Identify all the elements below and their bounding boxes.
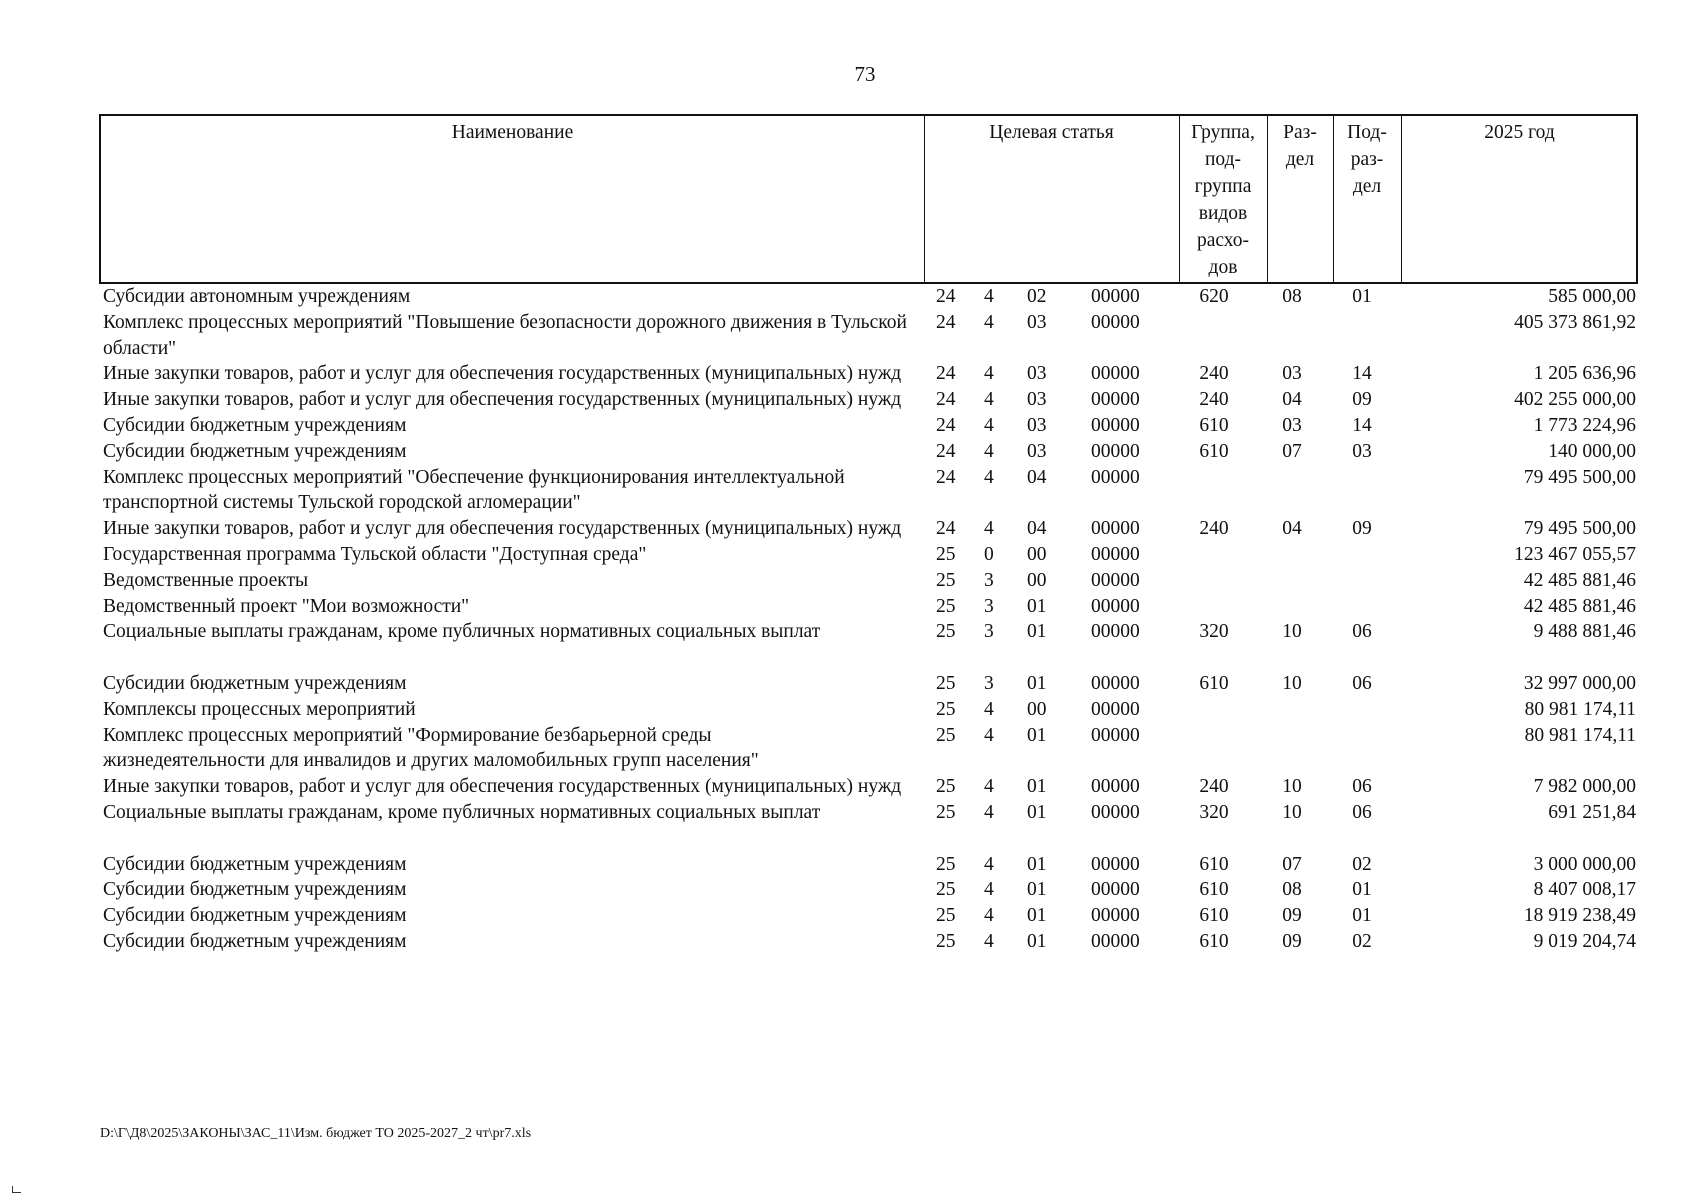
amount-2025: 1 773 224,96 <box>1533 414 1636 436</box>
row-name: Субсидии автономным учреждениям <box>103 286 411 307</box>
target-article-type: 4 <box>984 698 994 720</box>
header-subsection-line: Под- <box>1347 122 1387 143</box>
table-body <box>0 284 1698 955</box>
table-row <box>0 465 1698 517</box>
table-row: Субсидии бюджетным учреждениям 25 4 01 00000 610 09 01 18 919 238,49 <box>0 903 1698 929</box>
target-article-program: 25 <box>936 698 956 720</box>
target-article-structure: 01 <box>1027 595 1047 617</box>
table-header <box>99 114 1638 284</box>
amount-2025: 79 495 500,00 <box>1523 466 1636 488</box>
target-article-program: 24 <box>936 286 956 307</box>
row-name: Государственная программа Тульской области "Доступная среда" <box>103 543 647 565</box>
target-article-direction: 00000 <box>1091 672 1140 694</box>
row-name: Субсидии бюджетным учреждениям <box>103 930 407 952</box>
amount-2025: 79 495 500,00 <box>1523 518 1636 540</box>
target-article-type: 4 <box>984 389 994 411</box>
target-article-type: 4 <box>984 776 994 798</box>
table-row: Иные закупки товаров, работ и услуг для обеспечения государственных (муниципальных) нужд 25 4 01 00000 240 10 06 7 982 000,00 <box>0 774 1698 800</box>
target-article-direction: 00000 <box>1091 363 1140 385</box>
target-article-structure: 03 <box>1027 311 1047 333</box>
target-article-type: 4 <box>984 311 994 333</box>
target-article-structure: 01 <box>1027 724 1047 746</box>
row-name: Субсидии бюджетным учреждениям <box>103 414 407 436</box>
header-subsection-line: раз- <box>1350 149 1384 170</box>
target-article-direction: 00000 <box>1091 724 1140 746</box>
row-name: Социальные выплаты гражданам, кроме публичных нормативных социальных выплат <box>103 801 821 823</box>
row-name: Иные закупки товаров, работ и услуг для обеспечения государственных (муниципальных) нужд <box>103 363 902 385</box>
header-group-line: расхо- <box>1196 230 1250 251</box>
target-article-program: 24 <box>936 518 956 540</box>
header-section-line: Раз- <box>1283 122 1317 143</box>
target-article-type: 4 <box>984 440 994 462</box>
target-article-type: 3 <box>984 569 994 591</box>
amount-2025: 123 467 055,57 <box>1514 543 1636 565</box>
target-article-program: 25 <box>936 621 956 643</box>
row-name: Комплексы процессных мероприятий <box>103 698 416 720</box>
target-article-type: 4 <box>984 724 994 746</box>
row-name: Иные закупки товаров, работ и услуг для обеспечения государственных (муниципальных) нужд <box>103 776 902 798</box>
amount-2025: 18 919 238,49 <box>1523 905 1636 927</box>
target-article-type: 4 <box>984 286 994 307</box>
row-name: Ведомственный проект "Мои возможности" <box>103 595 470 617</box>
row-name: Субсидии бюджетным учреждениям <box>103 440 407 462</box>
target-article-type: 4 <box>984 518 994 540</box>
header-group-line: видов <box>1198 203 1248 224</box>
header-subsection <box>1333 116 1401 282</box>
row-name: Субсидии бюджетным учреждениям <box>103 879 407 901</box>
target-article-type: 4 <box>984 930 994 952</box>
target-article-program: 25 <box>936 776 956 798</box>
target-article-structure: 00 <box>1027 698 1047 720</box>
amount-2025: 585 000,00 <box>1548 286 1636 307</box>
target-article-program: 25 <box>936 543 956 565</box>
target-article-type: 4 <box>984 905 994 927</box>
target-article-structure: 03 <box>1027 389 1047 411</box>
target-article-type: 4 <box>984 801 994 823</box>
target-article-type: 4 <box>984 363 994 385</box>
target-article-structure: 03 <box>1027 440 1047 462</box>
target-article-structure: 00 <box>1027 543 1047 565</box>
target-article-program: 24 <box>936 363 956 385</box>
target-article-type: 4 <box>984 466 994 488</box>
target-article-direction: 00000 <box>1091 698 1140 720</box>
amount-2025: 9 019 204,74 <box>1533 930 1636 952</box>
target-article-program: 25 <box>936 879 956 901</box>
target-article-direction: 00000 <box>1091 621 1140 643</box>
amount-2025: 80 981 174,11 <box>1524 698 1636 720</box>
target-article-program: 25 <box>936 672 956 694</box>
header-name: Наименование <box>451 122 574 143</box>
row-name: Комплекс процессных мероприятий "Формирование безбарьерной среды жизнедеятельности для инвалидов и других маломобильных групп населения" <box>103 724 759 772</box>
target-article-type: 4 <box>984 853 994 875</box>
corner-mark <box>12 1186 21 1193</box>
target-article-direction: 00000 <box>1091 286 1140 307</box>
header-group-line: группа <box>1194 176 1252 197</box>
row-name: Комплекс процессных мероприятий "Обеспечение функционирования интеллектуальной транспортной системы Тульской городской агломерации" <box>103 466 845 514</box>
target-article-direction: 00000 <box>1091 543 1140 565</box>
header-year: 2025 год <box>1484 122 1555 143</box>
target-article-direction: 00000 <box>1091 311 1140 333</box>
row-name: Иные закупки товаров, работ и услуг для обеспечения государственных (муниципальных) нужд <box>103 518 902 540</box>
target-article-program: 24 <box>936 414 956 436</box>
target-article-program: 25 <box>936 801 956 823</box>
table-row <box>0 697 1698 723</box>
amount-2025: 42 485 881,46 <box>1523 595 1636 617</box>
amount-2025: 405 373 861,92 <box>1514 311 1636 333</box>
table-row: Субсидии бюджетным учреждениям 24 4 03 00000 610 07 03 140 000,00 <box>0 439 1698 465</box>
target-article-type: 3 <box>984 595 994 617</box>
target-article-structure: 00 <box>1027 569 1047 591</box>
target-article-program: 24 <box>936 466 956 488</box>
target-article-type: 3 <box>984 672 994 694</box>
header-group-line: под- <box>1204 149 1242 170</box>
footer-file-path: D:\Г\Д8\2025\ЗАКОНЫ\ЗАС_11\Изм. бюджет ТО 2025-2027_2 чт\pr7.xls <box>100 1126 532 1141</box>
target-article-program: 24 <box>936 311 956 333</box>
target-article-program: 25 <box>936 930 956 952</box>
amount-2025: 3 000 000,00 <box>1533 853 1636 875</box>
target-article-program: 24 <box>936 440 956 462</box>
table-row: Субсидии бюджетным учреждениям 24 4 03 00000 610 03 14 1 773 224,96 <box>0 413 1698 439</box>
row-name: Иные закупки товаров, работ и услуг для обеспечения государственных (муниципальных) нужд <box>103 389 902 411</box>
table-row <box>0 723 1698 775</box>
target-article-structure: 03 <box>1027 414 1047 436</box>
target-article-direction: 00000 <box>1091 930 1140 952</box>
table-row <box>0 594 1698 620</box>
row-name: Субсидии бюджетным учреждениям <box>103 853 407 875</box>
table-row: Субсидии бюджетным учреждениям 25 4 01 00000 610 09 02 9 019 204,74 <box>0 929 1698 955</box>
target-article-direction: 00000 <box>1091 414 1140 436</box>
table-row: Субсидии бюджетным учреждениям 25 3 01 00000 610 10 06 32 997 000,00 <box>0 671 1698 697</box>
amount-2025: 9 488 881,46 <box>1533 621 1636 643</box>
target-article-type: 3 <box>984 621 994 643</box>
target-article-structure: 01 <box>1027 905 1047 927</box>
target-article-structure: 01 <box>1027 672 1047 694</box>
target-article-direction: 00000 <box>1091 853 1140 875</box>
header-group <box>1179 116 1267 282</box>
amount-2025: 691 251,84 <box>1548 801 1636 823</box>
target-article-structure: 04 <box>1027 518 1047 540</box>
amount-2025: 7 982 000,00 <box>1533 776 1636 798</box>
target-article-direction: 00000 <box>1091 879 1140 901</box>
row-name: Субсидии бюджетным учреждениям <box>103 672 407 694</box>
target-article-program: 25 <box>936 569 956 591</box>
amount-2025: 402 255 000,00 <box>1514 389 1636 411</box>
table-row: Иные закупки товаров, работ и услуг для обеспечения государственных (муниципальных) нужд 24 4 03 00000 240 03 14 1 205 636,96 <box>0 361 1698 387</box>
header-section <box>1267 116 1333 282</box>
target-article-structure: 01 <box>1027 930 1047 952</box>
header-target-article: Целевая статья <box>989 122 1114 143</box>
target-article-structure: 01 <box>1027 801 1047 823</box>
target-article-program: 25 <box>936 905 956 927</box>
target-article-structure: 01 <box>1027 879 1047 901</box>
target-article-type: 0 <box>984 543 994 565</box>
target-article-direction: 00000 <box>1091 569 1140 591</box>
table-row: Субсидии бюджетным учреждениям 25 4 01 00000 610 07 02 3 000 000,00 <box>0 852 1698 878</box>
target-article-structure: 01 <box>1027 776 1047 798</box>
amount-2025: 1 205 636,96 <box>1533 363 1636 385</box>
target-article-direction: 00000 <box>1091 466 1140 488</box>
amount-2025: 140 000,00 <box>1548 440 1636 462</box>
table-row <box>0 542 1698 568</box>
header-section-line: дел <box>1285 149 1315 170</box>
target-article-structure: 02 <box>1027 286 1047 307</box>
target-article-program: 25 <box>936 853 956 875</box>
target-article-direction: 00000 <box>1091 905 1140 927</box>
target-article-direction: 00000 <box>1091 440 1140 462</box>
row-name: Социальные выплаты гражданам, кроме публичных нормативных социальных выплат <box>103 621 821 643</box>
row-name: Ведомственные проекты <box>103 569 309 591</box>
target-article-structure: 03 <box>1027 363 1047 385</box>
amount-2025: 32 997 000,00 <box>1523 672 1636 694</box>
page-number: 73 <box>854 62 876 86</box>
target-article-direction: 00000 <box>1091 595 1140 617</box>
target-article-direction: 00000 <box>1091 389 1140 411</box>
target-article-structure: 01 <box>1027 853 1047 875</box>
amount-2025: 42 485 881,46 <box>1523 569 1636 591</box>
amount-2025: 80 981 174,11 <box>1524 724 1636 746</box>
target-article-type: 4 <box>984 879 994 901</box>
table-row: Субсидии автономным учреждениям 24 4 02 00000 620 08 01 585 000,00 <box>0 284 1698 310</box>
table-row: Иные закупки товаров, работ и услуг для обеспечения государственных (муниципальных) нужд 24 4 04 00000 240 04 09 79 495 500,00 <box>0 516 1698 542</box>
table-row: Социальные выплаты гражданам, кроме публичных нормативных социальных выплат 25 3 01 00000 320 10 06 9 488 881,46 <box>0 619 1698 671</box>
target-article-structure: 04 <box>1027 466 1047 488</box>
header-group-line: Группа, <box>1191 122 1255 143</box>
table-row: Субсидии бюджетным учреждениям 25 4 01 00000 610 08 01 8 407 008,17 <box>0 877 1698 903</box>
target-article-program: 25 <box>936 724 956 746</box>
target-article-direction: 00000 <box>1091 801 1140 823</box>
target-article-structure: 01 <box>1027 621 1047 643</box>
target-article-program: 25 <box>936 595 956 617</box>
row-name: Субсидии бюджетным учреждениям <box>103 905 407 927</box>
table-row <box>0 310 1698 362</box>
target-article-type: 4 <box>984 414 994 436</box>
target-article-direction: 00000 <box>1091 518 1140 540</box>
table-row: Иные закупки товаров, работ и услуг для обеспечения государственных (муниципальных) нужд 24 4 03 00000 240 04 09 402 255 000,00 <box>0 387 1698 413</box>
header-group-line: дов <box>1208 257 1238 278</box>
target-article-program: 24 <box>936 389 956 411</box>
row-name: Комплекс процессных мероприятий "Повышение безопасности дорожного движения в Тульской области" <box>103 311 907 359</box>
table-row <box>0 568 1698 594</box>
header-subsection-line: дел <box>1352 176 1382 197</box>
target-article-direction: 00000 <box>1091 776 1140 798</box>
amount-2025: 8 407 008,17 <box>1533 879 1636 901</box>
table-row: Социальные выплаты гражданам, кроме публичных нормативных социальных выплат 25 4 01 00000 320 10 06 691 251,84 <box>0 800 1698 852</box>
